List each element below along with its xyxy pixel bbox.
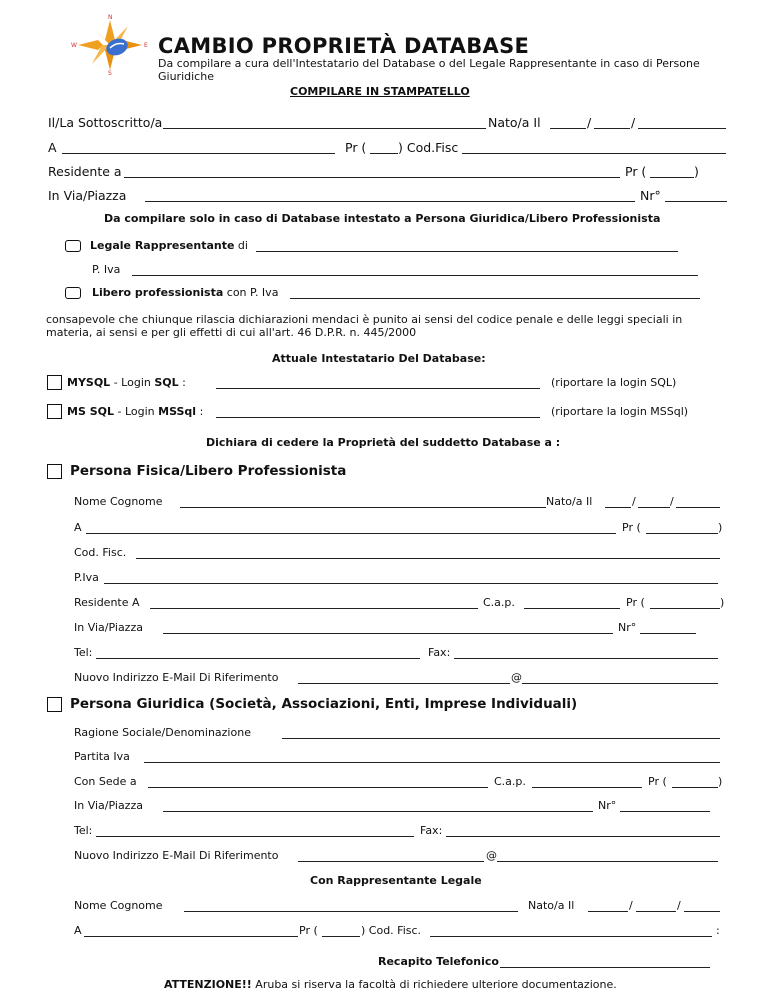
pf-nome-label: Nome Cognome [74,495,163,508]
pf-residence-label: Residente A [74,596,140,609]
sottoscritto-field[interactable] [163,128,486,129]
libero-professionista-checkbox[interactable] [65,287,81,299]
legal-piva-label: P. Iva [92,263,121,276]
compass-w-label: W [71,42,77,49]
representative-heading: Con Rappresentante Legale [310,874,482,887]
rl-nato-label: Nato/a Il [528,899,575,912]
rl-birth-month-field[interactable] [636,911,676,912]
pg-email-user-field[interactable] [298,861,484,862]
pg-partita-field[interactable] [144,762,720,763]
pg-partita-label: Partita Iva [74,750,130,763]
pg-email-domain-field[interactable] [497,861,718,862]
residence-province-field[interactable] [650,177,694,178]
pf-fax-field[interactable] [454,658,718,659]
pf-piva-field[interactable] [104,583,718,584]
residence-label: Residente a [48,164,122,179]
mssql-label: MS SQL - Login MSSql : [67,405,204,418]
rl-codfisc-field[interactable] [430,936,712,937]
rl-birth-day-field[interactable] [588,911,628,912]
pg-cap-field[interactable] [532,787,642,788]
legale-rappresentante-label: Legale Rappresentante di [90,239,248,252]
pf-fax-label: Fax: [428,646,451,659]
pf-street-label: In Via/Piazza [74,621,143,634]
page-subtitle: Da compilare a cura dell'Intestatario del Database o del Legale Rappresentante in caso di Persone Giuridiche [158,57,700,83]
pg-ragione-field[interactable] [282,738,720,739]
pf-email-at: @ [511,671,522,684]
pf-res-province-close: ) [720,596,725,609]
pf-cap-field[interactable] [524,608,620,609]
legal-piva-field[interactable] [132,275,698,276]
pf-birth-month-field[interactable] [638,507,670,508]
libero-professionista-label: Libero professionista con P. Iva [92,286,279,299]
pg-sede-field[interactable] [148,787,488,788]
pg-fax-label: Fax: [420,824,443,837]
pg-ragione-label: Ragione Sociale/Denominazione [74,726,251,739]
pg-nr-field[interactable] [620,811,710,812]
persona-fisica-checkbox[interactable] [47,464,62,479]
pf-res-province-field[interactable] [650,608,720,609]
pf-codfisc-label: Cod. Fisc. [74,546,127,559]
pf-birth-year-field[interactable] [676,507,720,508]
pg-province-close: ) [718,775,723,788]
mysql-hint: (riportare la login SQL) [551,376,677,389]
pf-email-domain-field[interactable] [522,683,718,684]
persona-giuridica-heading: Persona Giuridica (Società, Associazioni, Enti, Imprese Individuali) [70,696,578,712]
pf-nr-label: Nr° [618,621,637,634]
birth-year-field[interactable] [638,128,726,129]
pf-codfisc-field[interactable] [136,558,720,559]
instruction-heading: COMPILARE IN STAMPATELLO [290,85,470,98]
rl-codfisc-label: ) Cod. Fisc. [361,924,422,937]
compass-n-label: N [108,14,113,21]
compass-e-label: E [144,42,148,49]
rl-nome-field[interactable] [184,911,518,912]
rl-province-field[interactable] [322,936,360,937]
pf-tel-label: Tel: [74,646,93,659]
birthplace-label: A [48,140,57,155]
street-number-field[interactable] [665,201,727,202]
street-label: In Via/Piazza [48,188,127,203]
legale-rappresentante-checkbox[interactable] [65,240,81,252]
pf-birth-day-field[interactable] [605,507,631,508]
libero-piva-field[interactable] [290,298,700,299]
mysql-login-field[interactable] [216,388,540,389]
birth-province-label: Pr ( [345,140,367,155]
pf-nome-field[interactable] [180,507,546,508]
birth-month-field[interactable] [594,128,630,129]
page-title: CAMBIO PROPRIETÀ DATABASE [158,34,530,58]
rl-province-label: Pr ( [299,924,318,937]
birth-province-field[interactable] [370,153,398,154]
pf-email-label: Nuovo Indirizzo E-Mail Di Riferimento [74,671,279,684]
pg-street-label: In Via/Piazza [74,799,143,812]
pg-province-label: Pr ( [648,775,667,788]
footer-note: ATTENZIONE!! Aruba si riserva la facoltà di richiedere ulteriore documentazione. [164,978,617,991]
persona-fisica-heading: Persona Fisica/Libero Professionista [70,463,347,479]
mysql-checkbox[interactable] [47,375,62,390]
persona-giuridica-checkbox[interactable] [47,697,62,712]
pf-nr-field[interactable] [640,633,696,634]
rl-colon: : [716,924,720,937]
pf-piva-label: P.Iva [74,571,99,584]
codfisc-field[interactable] [462,153,726,154]
birth-day-field[interactable] [550,128,586,129]
rl-birthplace-label: A [74,924,82,937]
compass-logo-icon [70,12,150,76]
pf-tel-field[interactable] [96,658,420,659]
birthplace-field[interactable] [62,153,335,154]
pf-street-field[interactable] [163,633,613,634]
mssql-hint: (riportare la login MSSql) [551,405,689,418]
street-number-label: Nr° [640,188,661,203]
nato-label: Nato/a Il [488,115,541,130]
pf-province-close: ) [718,521,723,534]
rl-birthplace-field[interactable] [84,936,298,937]
pf-nato-label: Nato/a Il [546,495,593,508]
rl-nome-label: Nome Cognome [74,899,163,912]
residence-field[interactable] [124,177,620,178]
street-field[interactable] [145,201,635,202]
pf-birthplace-label: A [74,521,82,534]
pf-email-user-field[interactable] [298,683,510,684]
mysql-label: MYSQL - Login SQL : [67,376,186,389]
residence-province-label: Pr ( [625,164,647,179]
pf-res-province-label: Pr ( [626,596,645,609]
legal-section-heading: Da compilare solo in caso di Database intestato a Persona Giuridica/Libero Professionista [104,212,661,225]
phone-label: Recapito Telefonico [378,955,499,968]
pf-residence-field[interactable] [150,608,478,609]
pf-province-label: Pr ( [622,521,641,534]
pf-birthplace-field[interactable] [86,533,616,534]
pf-cap-label: C.a.p. [483,596,515,609]
current-owner-heading: Attuale Intestatario Del Database: [272,352,486,365]
sottoscritto-label: Il/La Sottoscritto/a [48,115,163,130]
transfer-heading: Dichiara di cedere la Proprietà del suddetto Database a : [206,436,561,449]
pg-tel-label: Tel: [74,824,93,837]
rl-birth-year-field[interactable] [684,911,720,912]
pg-province-field[interactable] [672,787,718,788]
pg-nr-label: Nr° [598,799,617,812]
mssql-login-field[interactable] [216,417,540,418]
residence-province-close: ) [694,164,699,179]
pg-street-field[interactable] [163,811,593,812]
legale-rappresentante-field[interactable] [256,251,678,252]
pg-cap-label: C.a.p. [494,775,526,788]
declaration-text: consapevole che chiunque rilascia dichiarazioni mendaci è punito ai sensi del codice penale e delle leggi speciali in materia, ai sensi e per gli effetti di cui all'art. 46 D.P.R. n. 445/2000 [46,313,683,339]
pg-email-label: Nuovo Indirizzo E-Mail Di Riferimento [74,849,279,862]
pg-fax-field[interactable] [446,836,720,837]
pf-province-field[interactable] [646,533,718,534]
phone-field[interactable] [500,967,710,968]
codfisc-label: ) Cod.Fisc [398,140,459,155]
pg-sede-label: Con Sede a [74,775,137,788]
pg-tel-field[interactable] [96,836,414,837]
mssql-checkbox[interactable] [47,404,62,419]
pg-email-at: @ [486,849,497,862]
compass-s-label: S [108,70,112,76]
